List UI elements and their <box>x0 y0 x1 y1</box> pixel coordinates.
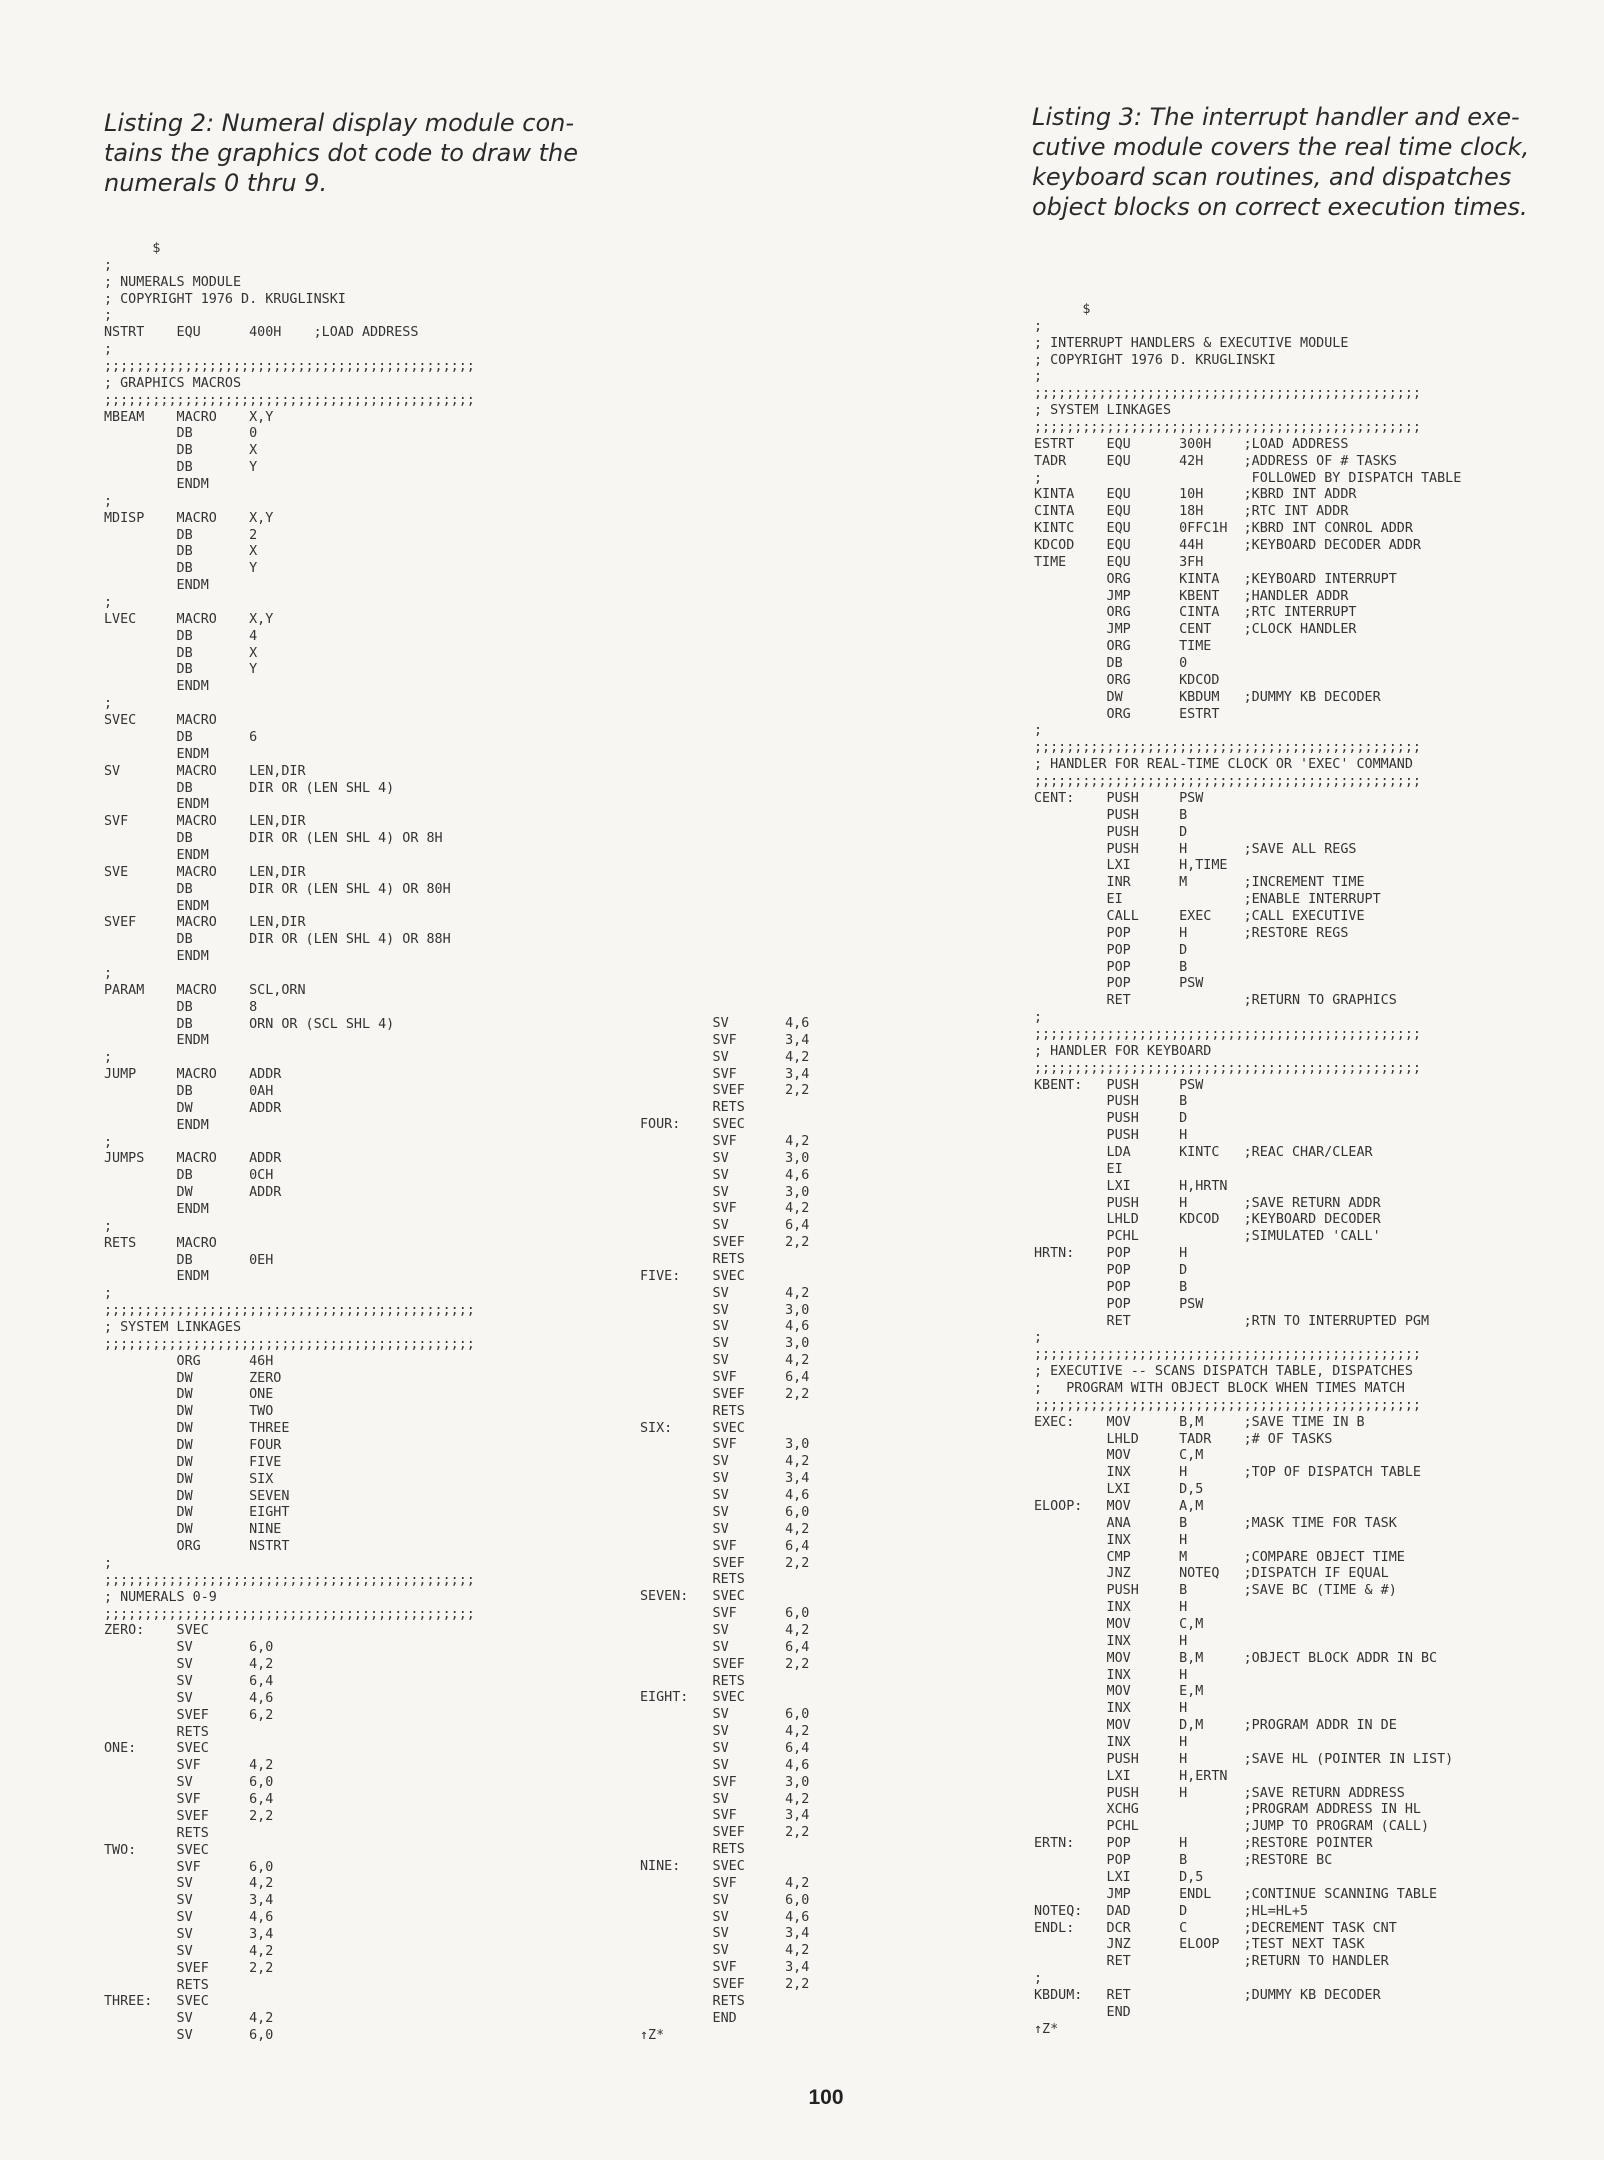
listing-2-caption: Listing 2: Numeral display module con- tains the graphics dot code to draw the numerals 0 thru 9. <box>104 109 579 197</box>
listing-2-code-column-1: $ ; ; NUMERALS MODULE ; COPYRIGHT 1976 D. KRUGLINSKI ; NSTRT EQU 400H ;LOAD ADDRESS ; ;;;;;;;;;;;;;;;;;;;;;;;;;;;;;;;;;;;;;;;;;;;;;; ; GRAPHICS MACROS ;;;;;;;;;;;;;;;;;;;;;;;;;;;;;;;;;;;;;;;;;;;;;; MBEAM MACRO X,Y DB 0 DB X DB Y ENDM ; MDISP MACRO X,Y DB 2 DB X DB Y ENDM ; LVEC MACRO X,Y DB 4 DB X DB Y ENDM ; SVEC MACRO DB 6 ENDM SV MACRO LEN,DIR DB DIR OR (LEN SHL 4) ENDM SVF MACRO LEN,DIR DB DIR OR (LEN SHL 4) OR 8H ENDM SVE MACRO LEN,DIR DB DIR OR (LEN SHL 4) OR 80H ENDM SVEF MACRO LEN,DIR DB DIR OR (LEN SHL 4) OR 88H ENDM ; PARAM MACRO SCL,ORN DB 8 DB ORN OR (SCL SHL 4) ENDM ; JUMP MACRO ADDR DB 0AH DW ADDR ENDM ; JUMPS MACRO ADDR DB 0CH DW ADDR ENDM ; RETS MACRO DB 0EH ENDM ; ;;;;;;;;;;;;;;;;;;;;;;;;;;;;;;;;;;;;;;;;;;;;;; ; SYSTEM LINKAGES ;;;;;;;;;;;;;;;;;;;;;;;;;;;;;;;;;;;;;;;;;;;;;; ORG 46H DW ZERO DW ONE DW TWO DW THREE DW FOUR DW FIVE DW SIX DW SEVEN DW EIGHT DW NINE ORG NSTRT ; ;;;;;;;;;;;;;;;;;;;;;;;;;;;;;;;;;;;;;;;;;;;;;; ; NUMERALS 0-9 ;;;;;;;;;;;;;;;;;;;;;;;;;;;;;;;;;;;;;;;;;;;;;; ZERO: SVEC SV 6,0 SV 4,2 SV 6,4 SV 4,6 SVEF 6,2 RETS ONE: SVEC SVF 4,2 SV 6,0 SVF 6,4 SVEF 2,2 RETS TWO: SVEC SVF 6,0 SV 4,2 SV 3,4 SV 4,6 SV 3,4 SV 4,2 SVEF 2,2 RETS THREE: SVEC SV 4,2 SV 6,0 <box>104 241 475 2044</box>
listing-2-code-column-2: SV 4,6 SVF 3,4 SV 4,2 SVF 3,4 SVEF 2,2 RETS FOUR: SVEC SVF 4,2 SV 3,0 SV 4,6 SV 3,0 SVF 4,2 SV 6,4 SVEF 2,2 RETS FIVE: SVEC SV 4,2 SV 3,0 SV 4,6 SV 3,0 SV 4,2 SVF 6,4 SVEF 2,2 RETS SIX: SVEC SVF 3,0 SV 4,2 SV 3,4 SV 4,6 SV 6,0 SV 4,2 SVF 6,4 SVEF 2,2 RETS SEVEN: SVEC SVF 6,0 SV 4,2 SV 6,4 SVEF 2,2 RETS EIGHT: SVEC SV 6,0 SV 4,2 SV 6,4 SV 4,6 SVF 3,0 SV 4,2 SVF 3,4 SVEF 2,2 RETS NINE: SVEC SVF 4,2 SV 6,0 SV 4,6 SV 3,4 SV 4,2 SVF 3,4 SVEF 2,2 RETS END ↑Z* <box>640 1016 810 2043</box>
page-number: 100 <box>808 2086 844 2109</box>
listing-3-code: $ ; ; INTERRUPT HANDLERS & EXECUTIVE MODULE ; COPYRIGHT 1976 D. KRUGLINSKI ; ;;;;;;;;;;;;;;;;;;;;;;;;;;;;;;;;;;;;;;;;;;;;;;;; ; SYSTEM LINKAGES ;;;;;;;;;;;;;;;;;;;;;;;;;;;;;;;;;;;;;;;;;;;;;;;; ESTRT EQU 300H ;LOAD ADDRESS TADR EQU 42H ;ADDRESS OF # TASKS ; FOLLOWED BY DISPATCH TABLE KINTA EQU 10H ;KBRD INT ADDR CINTA EQU 18H ;RTC INT ADDR KINTC EQU 0FFC1H ;KBRD INT CONROL ADDR KDCOD EQU 44H ;KEYBOARD DECODER ADDR TIME EQU 3FH ORG KINTA ;KEYBOARD INTERRUPT JMP KBENT ;HANDLER ADDR ORG CINTA ;RTC INTERRUPT JMP CENT ;CLOCK HANDLER ORG TIME DB 0 ORG KDCOD DW KBDUM ;DUMMY KB DECODER ORG ESTRT ; ;;;;;;;;;;;;;;;;;;;;;;;;;;;;;;;;;;;;;;;;;;;;;;;; ; HANDLER FOR REAL-TIME CLOCK OR 'EXEC' COMMAND ;;;;;;;;;;;;;;;;;;;;;;;;;;;;;;;;;;;;;;;;;;;;;;;; CENT: PUSH PSW PUSH B PUSH D PUSH H ;SAVE ALL REGS LXI H,TIME INR M ;INCREMENT TIME EI ;ENABLE INTERRUPT CALL EXEC ;CALL EXECUTIVE POP H ;RESTORE REGS POP D POP B POP PSW RET ;RETURN TO GRAPHICS ; ;;;;;;;;;;;;;;;;;;;;;;;;;;;;;;;;;;;;;;;;;;;;;;;; ; HANDLER FOR KEYBOARD ;;;;;;;;;;;;;;;;;;;;;;;;;;;;;;;;;;;;;;;;;;;;;;;; KBENT: PUSH PSW PUSH B PUSH D PUSH H LDA KINTC ;REAC CHAR/CLEAR EI LXI H,HRTN PUSH H ;SAVE RETURN ADDR LHLD KDCOD ;KEYBOARD DECODER PCHL ;SIMULATED 'CALL' HRTN: POP H POP D POP B POP PSW RET ;RTN TO INTERRUPTED PGM ; ;;;;;;;;;;;;;;;;;;;;;;;;;;;;;;;;;;;;;;;;;;;;;;;; ; EXECUTIVE -- SCANS DISPATCH TABLE, DISPATCHES ; PROGRAM WITH OBJECT BLOCK WHEN TIMES MATCH ;;;;;;;;;;;;;;;;;;;;;;;;;;;;;;;;;;;;;;;;;;;;;;;; EXEC: MOV B,M ;SAVE TIME IN B LHLD TADR ;# OF TASKS MOV C,M INX H ;TOP OF DISPATCH TABLE LXI D,5 ELOOP: MOV A,M ANA B ;MASK TIME FOR TASK INX H CMP M ;COMPARE OBJECT TIME JNZ NOTEQ ;DISPATCH IF EQUAL PUSH B ;SAVE BC (TIME & #) INX H MOV C,M INX H MOV B,M ;OBJECT BLOCK ADDR IN BC INX H MOV E,M INX H MOV D,M ;PROGRAM ADDR IN DE INX H PUSH H ;SAVE HL (POINTER IN LIST) LXI H,ERTN PUSH H ;SAVE RETURN ADDRESS XCHG ;PROGRAM ADDRESS IN HL PCHL ;JUMP TO PROGRAM (CALL) ERTN: POP H ;RESTORE POINTER POP B ;RESTORE BC LXI D,5 JMP ENDL ;CONTINUE SCANNING TABLE NOTEQ: DAD D ;HL=HL+5 ENDL: DCR C ;DECREMENT TASK CNT JNZ ELOOP ;TEST NEXT TASK RET ;RETURN TO HANDLER ; KBDUM: RET ;DUMMY KB DECODER END ↑Z* <box>1034 302 1462 2037</box>
listing-3-caption: Listing 3: The interrupt handler and exe- cutive module covers the real time clock, keyboard scan routines, and dispatches object blocks on correct execution times. <box>1032 103 1530 221</box>
